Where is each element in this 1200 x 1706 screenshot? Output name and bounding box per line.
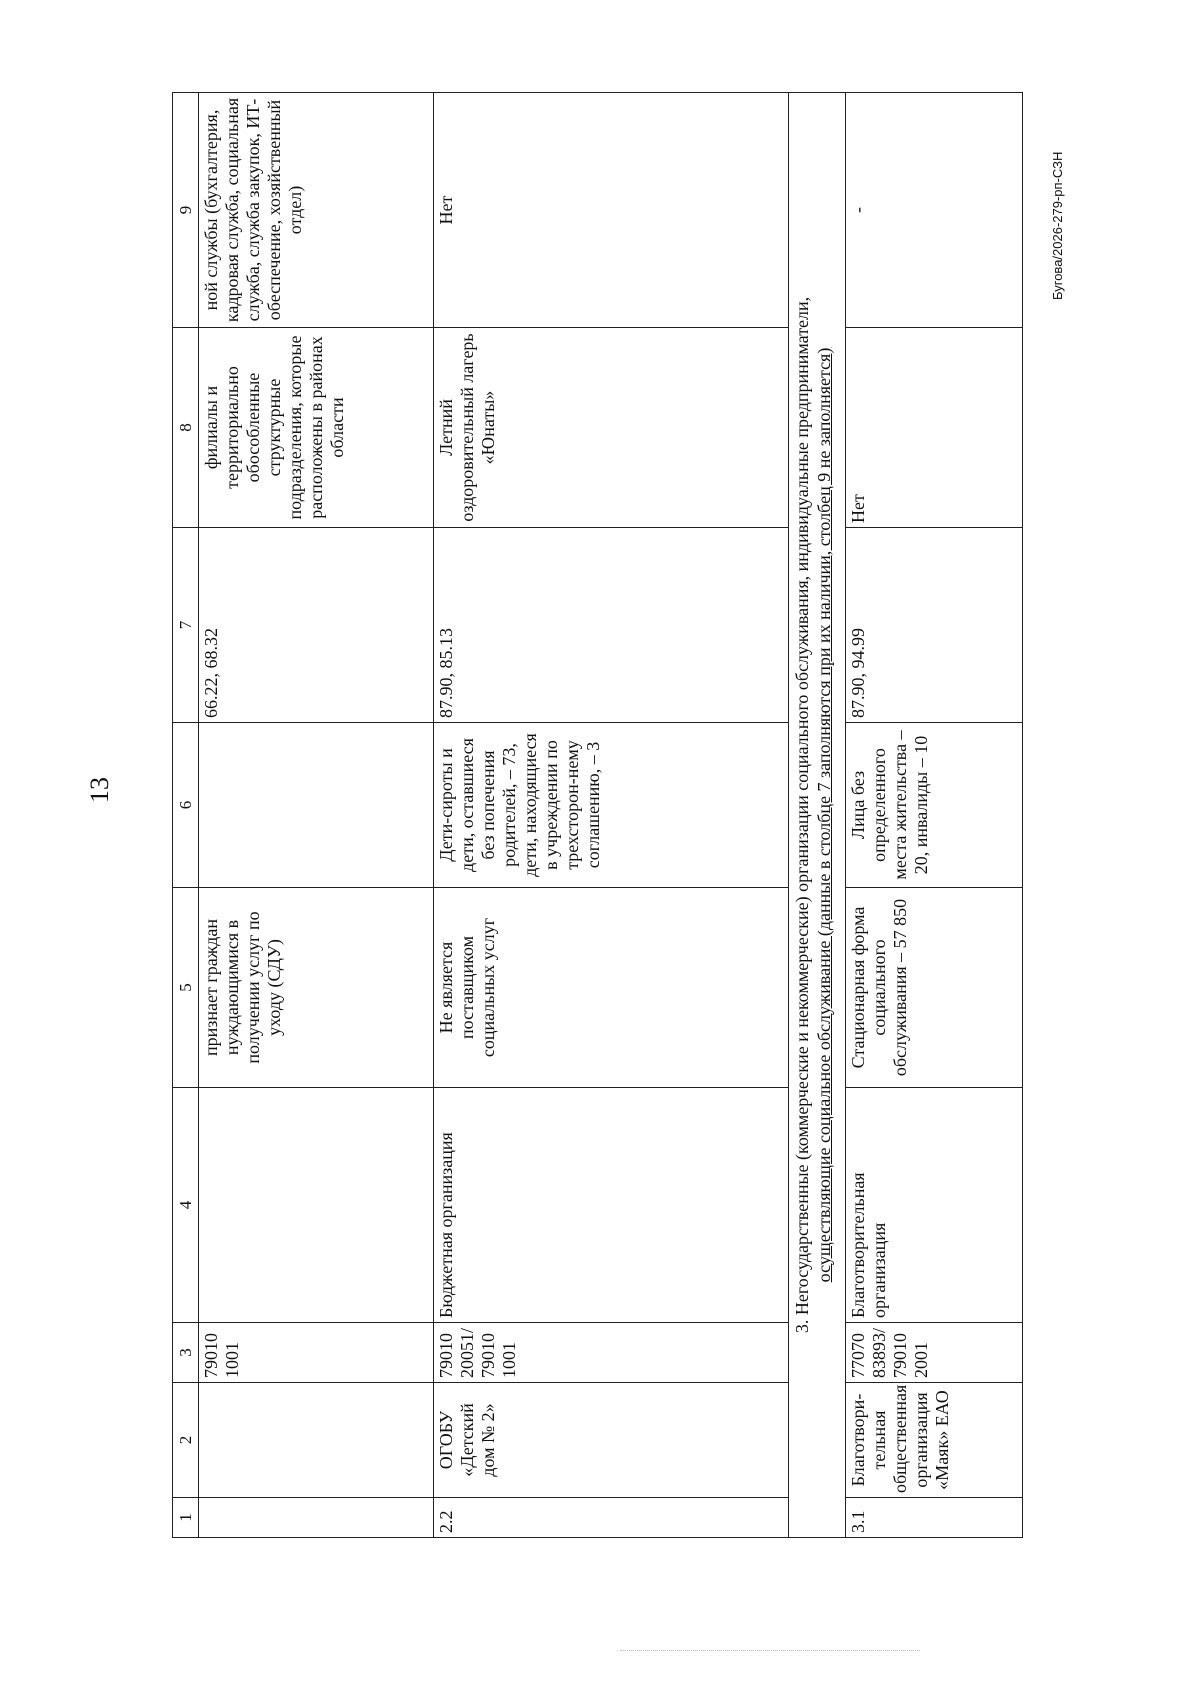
column-header: 2 <box>173 1383 199 1498</box>
table-cell: 66.22, 68.32 <box>198 528 433 723</box>
column-header: 9 <box>173 93 199 328</box>
table-cell: - <box>846 93 1023 328</box>
table-cell <box>198 1383 433 1498</box>
table-cell: Нет <box>434 93 788 328</box>
row-number: 2.2 <box>434 1498 788 1538</box>
column-header: 4 <box>173 1088 199 1323</box>
column-header: 5 <box>173 888 199 1088</box>
table-cell: признает граждан нуждающимися в получении услуг по уходу (СДУ) <box>198 888 433 1088</box>
section-heading-line-1: 3. Негосударственные (коммерческие и некоммерческие) организации социального обслуживания, индивидуальные предприниматели, <box>791 296 812 1334</box>
table-cell: 87.90, 85.13 <box>434 528 788 723</box>
social-services-table <box>172 92 1023 1538</box>
section-heading <box>788 93 846 1538</box>
table-cell: Летний оздоровительный лагерь «Юнаты» <box>434 328 788 528</box>
table-cell: Нет <box>846 328 1023 528</box>
column-header: 6 <box>173 723 199 888</box>
table-cell: 87.90, 94.99 <box>846 528 1023 723</box>
column-header: 8 <box>173 328 199 528</box>
table-cell: Благотворительная организация <box>846 1088 1023 1323</box>
table-cell <box>198 723 433 888</box>
table-cell: филиалы и территориально обособленные структурные подразделения, которые расположены в районах области <box>198 328 433 528</box>
table-cell <box>198 1498 433 1538</box>
section-heading-row <box>788 93 846 1538</box>
column-number-row <box>173 93 199 1538</box>
table-cell: 79010 20051/ 79010 1001 <box>434 1323 788 1383</box>
table-cell: ной службы (бухгалтерия, кадровая служба, социальная служба, служба закупок, ИТ-обеспечение, хозяйственный отдел) <box>198 93 433 328</box>
table-cell: 77070 83893/ 79010 2001 <box>846 1323 1023 1383</box>
row-number: 3.1 <box>846 1498 1023 1538</box>
section-heading-line-2: осуществляющие социальное обслуживание (данные в столбце 7 заполняются при их наличии, столбец 9 не заполняется) <box>813 347 834 1283</box>
page-number: 13 <box>85 777 114 803</box>
table-cell: Не является поставщиком социальных услуг <box>434 888 788 1088</box>
table-cell <box>198 1088 433 1323</box>
column-header: 3 <box>173 1323 199 1383</box>
table-cell: Бюджетная организация <box>434 1088 788 1323</box>
rotated-table-container <box>172 93 1023 1538</box>
table-cell: 79010 1001 <box>198 1323 433 1383</box>
document-code: Бугова/2026-279-рп-СЗН <box>1050 151 1065 300</box>
table-row-3-1 <box>846 93 1023 1538</box>
table-cell: Дети-сироты и дети, оставшиеся без попечения родителей, – 73, дети, находящиеся в учреждении по трехсторон-нему соглашению, – 3 <box>434 723 788 888</box>
column-header: 7 <box>173 528 199 723</box>
column-header: 1 <box>173 1498 199 1538</box>
table-cell: Лица без определенного места жительства – 20, инвалиды – 10 <box>846 723 1023 888</box>
organization-name: ОГОБУ «Детский дом № 2» <box>434 1383 788 1498</box>
table-row-2-2 <box>434 93 788 1538</box>
organization-name: Благотвори-тельная общественная организация «Маяк» ЕАО <box>846 1383 1023 1498</box>
table-cell: Стационарная форма социального обслуживания – 57 850 <box>846 888 1023 1088</box>
table-row-continuation <box>198 93 433 1538</box>
faint-scan-mark <box>620 1650 920 1665</box>
